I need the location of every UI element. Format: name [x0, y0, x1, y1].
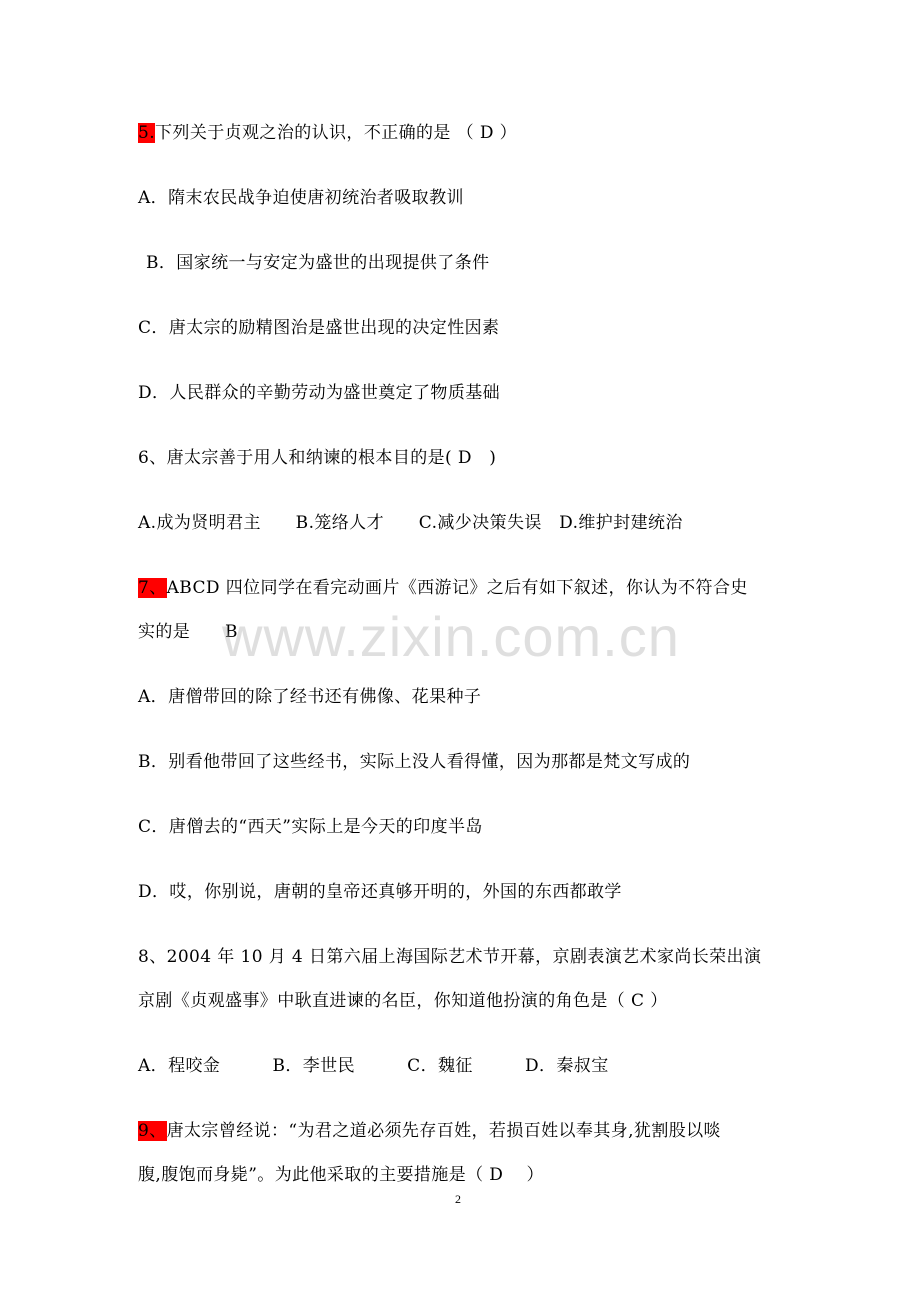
q6-options: A.成为贤明君主 B.笼络人才 C.减少决策失误 D.维护封建统治: [138, 513, 683, 533]
page-number: 2: [455, 1192, 461, 1206]
q5-stem-text: 下列关于贞观之治的认识，不正确的是 （ D ）: [155, 123, 518, 143]
q5-stem: [138, 121, 517, 145]
q8-stem-line1: 8、2004 年 10 月 4 日第六届上海国际艺术节开幕，京剧表演艺术家尚长荣出演: [138, 947, 762, 967]
q5-option-a: A．隋末农民战争迫使唐初统治者吸取教训: [138, 188, 464, 208]
q5-option-b: B．国家统一与安定为盛世的出现提供了条件: [146, 253, 490, 273]
q5-option-d: D．人民群众的辛勤劳动为盛世奠定了物质基础: [138, 383, 501, 403]
q5-option-c: C．唐太宗的励精图治是盛世出现的决定性因素: [138, 318, 500, 338]
q6-stem: 6、唐太宗善于用人和纳谏的根本目的是( D ): [138, 448, 497, 468]
q7-stem-line2: 实的是 B: [138, 622, 238, 642]
q5-number-highlight: 5.: [138, 123, 156, 143]
q9-stem-line2: 腹,腹饱而身毙”。为此他采取的主要措施是（ D ）: [138, 1165, 544, 1185]
q7-stem-line1: [138, 576, 748, 600]
q7-option-a: A．唐僧带回的除了经书还有佛像、花果种子: [138, 687, 482, 707]
q7-option-d: D．哎，你别说，唐朝的皇帝还真够开明的，外国的东西都敢学: [138, 882, 622, 902]
q9-stem-line1: [138, 1119, 721, 1143]
q9-number-highlight: 9、: [138, 1121, 167, 1141]
q7-stem-text: ABCD 四位同学在看完动画片《西游记》之后有如下叙述，你认为不符合史: [166, 578, 748, 598]
watermark: www.zixin.com.cn: [222, 605, 680, 668]
q7-number-highlight: 7、: [138, 578, 167, 598]
q9-stem-text: 唐太宗曾经说：“为君之道必须先存百姓，若损百姓以奉其身,犹割股以啖: [166, 1121, 721, 1141]
q7-option-c: C．唐僧去的“西天”实际上是今天的印度半岛: [138, 817, 483, 837]
q7-option-b: B．别看他带回了这些经书，实际上没人看得懂，因为那都是梵文写成的: [138, 752, 691, 772]
q8-stem-line2: 京剧《贞观盛事》中耿直进谏的名臣，你知道他扮演的角色是（ C ）: [138, 991, 668, 1011]
q8-options: A．程咬金 B．李世民 C．魏征 D．秦叔宝: [138, 1056, 609, 1076]
